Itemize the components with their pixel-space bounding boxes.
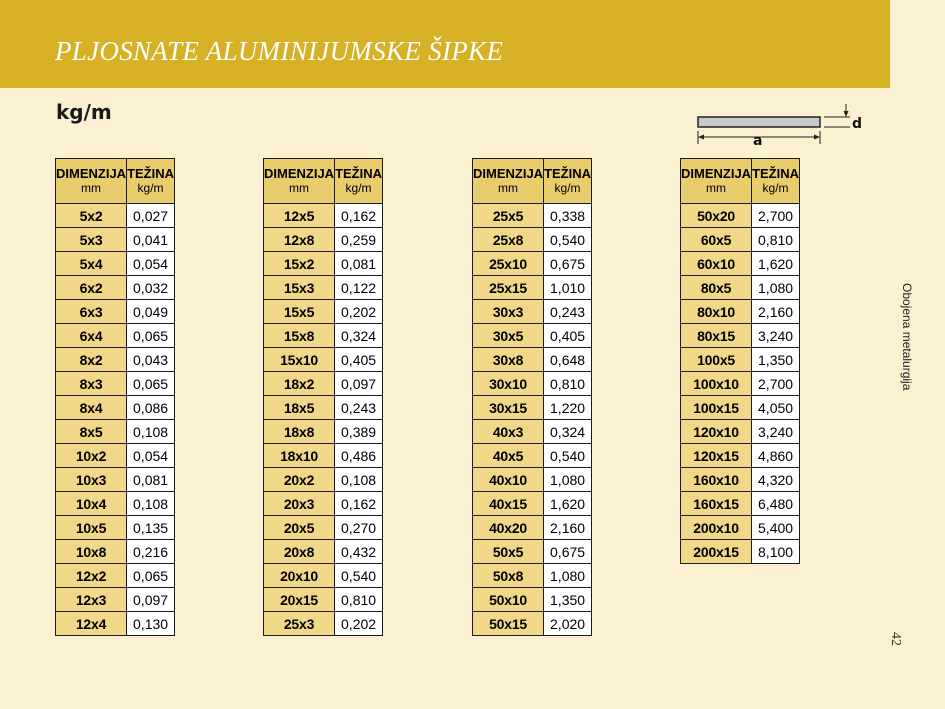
dimension-cell: 30x5 bbox=[473, 324, 544, 348]
dimension-cell: 10x5 bbox=[56, 516, 127, 540]
weight-cell: 4,320 bbox=[752, 468, 800, 492]
table-row bbox=[473, 372, 592, 396]
dimension-header-label: DIMENZIJA bbox=[473, 166, 544, 181]
table-row bbox=[681, 396, 800, 420]
weight-header-unit: kg/m bbox=[762, 181, 789, 195]
dimension-cell: 60x5 bbox=[681, 228, 752, 252]
dimension-cell: 50x15 bbox=[473, 612, 544, 636]
weight-cell: 0,054 bbox=[127, 252, 175, 276]
dimension-cell: 30x10 bbox=[473, 372, 544, 396]
side-caption: Obojena metalurgija bbox=[900, 283, 914, 391]
weight-cell: 0,122 bbox=[335, 276, 383, 300]
table-row bbox=[56, 540, 175, 564]
table-row bbox=[264, 396, 383, 420]
weight-cell: 0,243 bbox=[544, 300, 592, 324]
weight-header-unit: kg/m bbox=[137, 181, 164, 195]
weight-cell: 0,097 bbox=[335, 372, 383, 396]
dimension-cell: 50x5 bbox=[473, 540, 544, 564]
weight-cell: 3,240 bbox=[752, 324, 800, 348]
table-row bbox=[264, 276, 383, 300]
table-row bbox=[473, 420, 592, 444]
dimension-cell: 40x15 bbox=[473, 492, 544, 516]
weight-table bbox=[472, 158, 592, 636]
weight-cell: 2,160 bbox=[752, 300, 800, 324]
dimension-cell: 8x5 bbox=[56, 420, 127, 444]
dimension-cell: 18x5 bbox=[264, 396, 335, 420]
table-row bbox=[681, 324, 800, 348]
weight-cell: 0,540 bbox=[544, 444, 592, 468]
weight-cell: 0,202 bbox=[335, 300, 383, 324]
dimension-cell: 5x3 bbox=[56, 228, 127, 252]
table-row bbox=[56, 300, 175, 324]
table-row bbox=[473, 492, 592, 516]
weight-cell: 0,389 bbox=[335, 420, 383, 444]
dimension-cell: 8x3 bbox=[56, 372, 127, 396]
dimension-cell: 20x15 bbox=[264, 588, 335, 612]
dimension-cell: 40x20 bbox=[473, 516, 544, 540]
dimension-cell: 10x2 bbox=[56, 444, 127, 468]
dimension-header-label: DIMENZIJA bbox=[264, 166, 335, 181]
dimension-a-label: a bbox=[753, 133, 763, 148]
dimension-d-label: d bbox=[852, 116, 863, 132]
weight-cell: 2,160 bbox=[544, 516, 592, 540]
weight-header bbox=[544, 159, 592, 204]
weight-cell: 0,675 bbox=[544, 252, 592, 276]
table-row bbox=[473, 444, 592, 468]
weight-cell: 0,043 bbox=[127, 348, 175, 372]
table-row bbox=[681, 420, 800, 444]
dimension-cell: 30x3 bbox=[473, 300, 544, 324]
weight-cell: 1,080 bbox=[544, 564, 592, 588]
weight-cell: 1,080 bbox=[752, 276, 800, 300]
dimension-cell: 25x8 bbox=[473, 228, 544, 252]
dimension-cell: 8x4 bbox=[56, 396, 127, 420]
table-row bbox=[681, 492, 800, 516]
page-title: PLJOSNATE ALUMINIJUMSKE ŠIPKE bbox=[55, 36, 504, 66]
dimension-cell: 15x8 bbox=[264, 324, 335, 348]
dimension-cell: 12x5 bbox=[264, 204, 335, 228]
dimension-header-unit: mm bbox=[81, 181, 102, 195]
dimension-cell: 10x8 bbox=[56, 540, 127, 564]
weight-cell: 0,130 bbox=[127, 612, 175, 636]
table-group-4 bbox=[680, 158, 800, 564]
table-row bbox=[473, 540, 592, 564]
table-row bbox=[264, 348, 383, 372]
weight-cell: 0,338 bbox=[544, 204, 592, 228]
dimension-header-unit: mm bbox=[706, 181, 727, 195]
weight-cell: 5,400 bbox=[752, 516, 800, 540]
weight-cell: 0,270 bbox=[335, 516, 383, 540]
dimension-cell: 100x5 bbox=[681, 348, 752, 372]
weight-cell: 0,810 bbox=[544, 372, 592, 396]
dimension-cell: 60x10 bbox=[681, 252, 752, 276]
weight-cell: 0,810 bbox=[752, 228, 800, 252]
dimension-cell: 15x2 bbox=[264, 252, 335, 276]
weight-cell: 0,216 bbox=[127, 540, 175, 564]
weight-cell: 4,860 bbox=[752, 444, 800, 468]
dimension-cell: 10x3 bbox=[56, 468, 127, 492]
weight-cell: 0,540 bbox=[335, 564, 383, 588]
dimension-cell: 25x3 bbox=[264, 612, 335, 636]
table-row bbox=[473, 516, 592, 540]
table-row bbox=[56, 252, 175, 276]
table-row bbox=[681, 228, 800, 252]
weight-cell: 0,135 bbox=[127, 516, 175, 540]
table-row bbox=[681, 540, 800, 564]
dimension-cell: 15x10 bbox=[264, 348, 335, 372]
dimension-cell: 50x20 bbox=[681, 204, 752, 228]
table-row bbox=[681, 276, 800, 300]
weight-table bbox=[263, 158, 383, 636]
dimension-header bbox=[264, 159, 335, 204]
weight-cell: 0,097 bbox=[127, 588, 175, 612]
table-row bbox=[264, 612, 383, 636]
table-row bbox=[56, 420, 175, 444]
dimension-cell: 18x8 bbox=[264, 420, 335, 444]
table-row bbox=[473, 252, 592, 276]
table-row bbox=[264, 252, 383, 276]
table-row bbox=[473, 612, 592, 636]
table-row bbox=[264, 300, 383, 324]
weight-cell: 3,240 bbox=[752, 420, 800, 444]
dimension-cell: 20x10 bbox=[264, 564, 335, 588]
table-row bbox=[473, 348, 592, 372]
weight-cell: 0,108 bbox=[335, 468, 383, 492]
page-number: 42 bbox=[888, 632, 903, 646]
header-row bbox=[56, 159, 175, 204]
weight-cell: 0,065 bbox=[127, 372, 175, 396]
table-row bbox=[681, 372, 800, 396]
dimension-header-label: DIMENZIJA bbox=[681, 166, 752, 181]
weight-cell: 2,700 bbox=[752, 204, 800, 228]
dimension-cell: 20x3 bbox=[264, 492, 335, 516]
dimension-cell: 15x3 bbox=[264, 276, 335, 300]
dimension-cell: 80x15 bbox=[681, 324, 752, 348]
weight-cell: 1,350 bbox=[752, 348, 800, 372]
table-row bbox=[473, 300, 592, 324]
dimension-cell: 160x15 bbox=[681, 492, 752, 516]
weight-cell: 1,010 bbox=[544, 276, 592, 300]
weight-cell: 0,162 bbox=[335, 204, 383, 228]
weight-cell: 8,100 bbox=[752, 540, 800, 564]
dimension-cell: 200x10 bbox=[681, 516, 752, 540]
weight-cell: 0,081 bbox=[335, 252, 383, 276]
dimension-cell: 15x5 bbox=[264, 300, 335, 324]
table-row bbox=[56, 324, 175, 348]
table-row bbox=[681, 300, 800, 324]
weight-header-unit: kg/m bbox=[345, 181, 372, 195]
table-row bbox=[473, 396, 592, 420]
dimension-cell: 40x5 bbox=[473, 444, 544, 468]
flat-bar-profile bbox=[698, 117, 820, 127]
dimension-cell: 40x3 bbox=[473, 420, 544, 444]
table-row bbox=[264, 492, 383, 516]
table-row bbox=[681, 348, 800, 372]
dimension-cell: 20x5 bbox=[264, 516, 335, 540]
dimension-cell: 25x5 bbox=[473, 204, 544, 228]
dimension-cell: 50x10 bbox=[473, 588, 544, 612]
dimension-header bbox=[681, 159, 752, 204]
weight-cell: 0,432 bbox=[335, 540, 383, 564]
weight-cell: 0,405 bbox=[544, 324, 592, 348]
weight-cell: 0,405 bbox=[335, 348, 383, 372]
dimension-cell: 100x10 bbox=[681, 372, 752, 396]
table-row bbox=[473, 564, 592, 588]
dimension-cell: 30x8 bbox=[473, 348, 544, 372]
weight-header-unit: kg/m bbox=[554, 181, 581, 195]
weight-cell: 0,810 bbox=[335, 588, 383, 612]
table-row bbox=[473, 204, 592, 228]
flat-bar-diagram bbox=[690, 100, 870, 148]
dimension-cell: 20x2 bbox=[264, 468, 335, 492]
dimension-cell: 50x8 bbox=[473, 564, 544, 588]
table-row bbox=[56, 228, 175, 252]
weight-cell: 1,350 bbox=[544, 588, 592, 612]
table-row bbox=[56, 468, 175, 492]
table-row bbox=[56, 396, 175, 420]
table-group-1 bbox=[55, 158, 175, 636]
dimension-cell: 120x10 bbox=[681, 420, 752, 444]
weight-cell: 0,032 bbox=[127, 276, 175, 300]
dimension-cell: 10x4 bbox=[56, 492, 127, 516]
table-row bbox=[56, 444, 175, 468]
dimension-cell: 6x3 bbox=[56, 300, 127, 324]
dimension-cell: 25x15 bbox=[473, 276, 544, 300]
weight-cell: 0,108 bbox=[127, 492, 175, 516]
dimension-cell: 6x2 bbox=[56, 276, 127, 300]
table-row bbox=[264, 324, 383, 348]
weight-header bbox=[752, 159, 800, 204]
dimension-cell: 160x10 bbox=[681, 468, 752, 492]
weight-cell: 0,054 bbox=[127, 444, 175, 468]
dimension-cell: 80x5 bbox=[681, 276, 752, 300]
header-row bbox=[473, 159, 592, 204]
weight-header-label: TEŽINA bbox=[127, 166, 175, 181]
table-row bbox=[264, 204, 383, 228]
weight-cell: 0,675 bbox=[544, 540, 592, 564]
weight-cell: 0,162 bbox=[335, 492, 383, 516]
weight-cell: 0,065 bbox=[127, 564, 175, 588]
table-row bbox=[264, 420, 383, 444]
dimension-cell: 80x10 bbox=[681, 300, 752, 324]
table-row bbox=[56, 204, 175, 228]
unit-label: kg/m bbox=[56, 100, 112, 124]
weight-cell: 0,041 bbox=[127, 228, 175, 252]
dimension-cell: 18x2 bbox=[264, 372, 335, 396]
table-row bbox=[56, 276, 175, 300]
weight-cell: 0,108 bbox=[127, 420, 175, 444]
table-group-3 bbox=[472, 158, 592, 636]
table-row bbox=[264, 540, 383, 564]
weight-cell: 1,620 bbox=[752, 252, 800, 276]
weight-cell: 0,486 bbox=[335, 444, 383, 468]
table-row bbox=[473, 588, 592, 612]
weight-cell: 0,202 bbox=[335, 612, 383, 636]
dimension-cell: 8x2 bbox=[56, 348, 127, 372]
dimension-cell: 6x4 bbox=[56, 324, 127, 348]
table-row bbox=[681, 516, 800, 540]
table-row bbox=[473, 324, 592, 348]
table-row bbox=[56, 492, 175, 516]
table-row bbox=[681, 204, 800, 228]
weight-table bbox=[55, 158, 175, 636]
table-row bbox=[681, 468, 800, 492]
table-row bbox=[264, 468, 383, 492]
weight-cell: 4,050 bbox=[752, 396, 800, 420]
weight-table bbox=[680, 158, 800, 564]
table-row bbox=[56, 348, 175, 372]
dimension-cell: 12x8 bbox=[264, 228, 335, 252]
weight-header-label: TEŽINA bbox=[544, 166, 592, 181]
dimension-header-unit: mm bbox=[498, 181, 519, 195]
table-row bbox=[681, 444, 800, 468]
weight-header-label: TEŽINA bbox=[752, 166, 800, 181]
table-row bbox=[264, 516, 383, 540]
dimension-cell: 40x10 bbox=[473, 468, 544, 492]
dimension-header bbox=[56, 159, 127, 204]
weight-cell: 0,324 bbox=[544, 420, 592, 444]
weight-header-label: TEŽINA bbox=[335, 166, 383, 181]
weight-cell: 0,243 bbox=[335, 396, 383, 420]
weight-cell: 6,480 bbox=[752, 492, 800, 516]
table-row bbox=[473, 468, 592, 492]
weight-cell: 0,049 bbox=[127, 300, 175, 324]
dimension-cell: 30x15 bbox=[473, 396, 544, 420]
weight-cell: 0,027 bbox=[127, 204, 175, 228]
table-row bbox=[681, 252, 800, 276]
table-row bbox=[264, 444, 383, 468]
dimension-cell: 20x8 bbox=[264, 540, 335, 564]
table-row bbox=[56, 372, 175, 396]
table-row bbox=[264, 228, 383, 252]
weight-cell: 1,080 bbox=[544, 468, 592, 492]
table-group-2 bbox=[263, 158, 383, 636]
dimension-cell: 5x4 bbox=[56, 252, 127, 276]
dimension-cell: 18x10 bbox=[264, 444, 335, 468]
weight-header bbox=[127, 159, 175, 204]
table-row bbox=[264, 372, 383, 396]
weight-cell: 1,220 bbox=[544, 396, 592, 420]
dimension-cell: 200x15 bbox=[681, 540, 752, 564]
dimension-cell: 25x10 bbox=[473, 252, 544, 276]
dimension-header-unit: mm bbox=[289, 181, 310, 195]
weight-cell: 0,065 bbox=[127, 324, 175, 348]
table-row bbox=[264, 564, 383, 588]
table-row bbox=[56, 588, 175, 612]
weight-cell: 1,620 bbox=[544, 492, 592, 516]
weight-cell: 0,648 bbox=[544, 348, 592, 372]
table-row bbox=[473, 228, 592, 252]
dimension-cell: 120x15 bbox=[681, 444, 752, 468]
dimension-cell: 5x2 bbox=[56, 204, 127, 228]
weight-cell: 0,086 bbox=[127, 396, 175, 420]
weight-cell: 0,324 bbox=[335, 324, 383, 348]
table-row bbox=[56, 564, 175, 588]
dimension-cell: 100x15 bbox=[681, 396, 752, 420]
header-row bbox=[681, 159, 800, 204]
dimension-cell: 12x2 bbox=[56, 564, 127, 588]
table-row bbox=[473, 276, 592, 300]
weight-cell: 0,081 bbox=[127, 468, 175, 492]
table-row bbox=[56, 612, 175, 636]
dimension-cell: 12x4 bbox=[56, 612, 127, 636]
dimension-header bbox=[473, 159, 544, 204]
weight-cell: 0,259 bbox=[335, 228, 383, 252]
weight-cell: 0,540 bbox=[544, 228, 592, 252]
table-row bbox=[56, 516, 175, 540]
weight-cell: 2,020 bbox=[544, 612, 592, 636]
weight-header bbox=[335, 159, 383, 204]
dimension-cell: 12x3 bbox=[56, 588, 127, 612]
header-row bbox=[264, 159, 383, 204]
dimension-header-label: DIMENZIJA bbox=[56, 166, 127, 181]
table-row bbox=[264, 588, 383, 612]
weight-cell: 2,700 bbox=[752, 372, 800, 396]
